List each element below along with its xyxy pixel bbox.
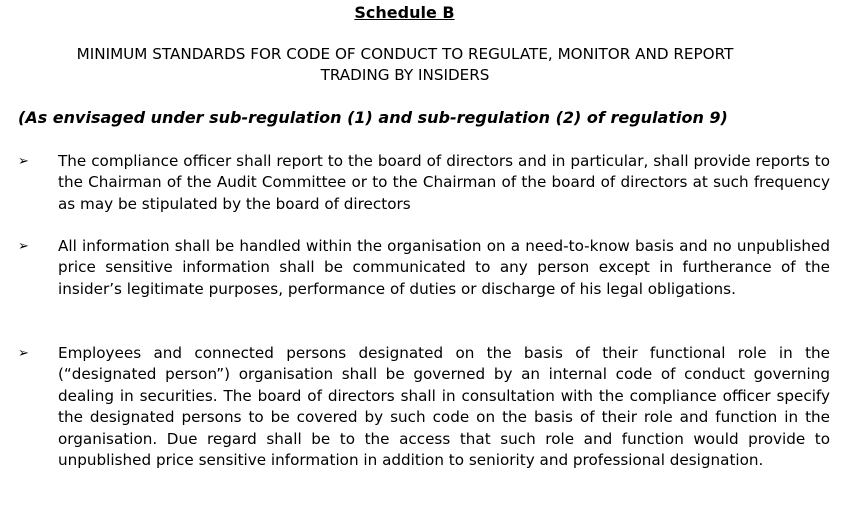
arrow-bullet-icon: ➢	[18, 154, 29, 169]
bullet-text-2: All information shall be handled within the organisation on a need-to-know basis and no unpublished price sensitive information shall be communicated to any person except in furtherance of the insider’s legitimate purposes, performance of duties or discharge of his legal obligations.	[58, 237, 830, 298]
heading-line-1: MINIMUM STANDARDS FOR CODE OF CONDUCT TO REGULATE, MONITOR AND REPORT	[76, 45, 734, 63]
document-heading	[10, 44, 800, 86]
document-subheading: (As envisaged under sub-regulation (1) and sub-regulation (2) of regulation 9)	[18, 108, 728, 127]
arrow-bullet-icon: ➢	[18, 346, 29, 361]
bullet-text-1: The compliance officer shall report to the board of directors and in particular, shall provide reports to the Chairman of the Audit Committee or to the Chairman of the board of directors at such frequency as may be stipulated by the board of directors	[58, 152, 830, 213]
bullet-text-3: Employees and connected persons designated on the basis of their functional role in the (“designated person”) organisation shall be governed by an internal code of conduct governing dealing in securities. The board of directors shall in consultation with the compliance officer specify the designated persons to be covered by such code on the basis of their role and function in the organisation. Due regard shall be to the access that such role and function would provide to unpublished price sensitive information in addition to seniority and professional designation.	[58, 344, 830, 470]
schedule-title: Schedule B	[354, 3, 455, 22]
arrow-bullet-icon: ➢	[18, 239, 29, 254]
heading-line-2: TRADING BY INSIDERS	[320, 66, 490, 84]
